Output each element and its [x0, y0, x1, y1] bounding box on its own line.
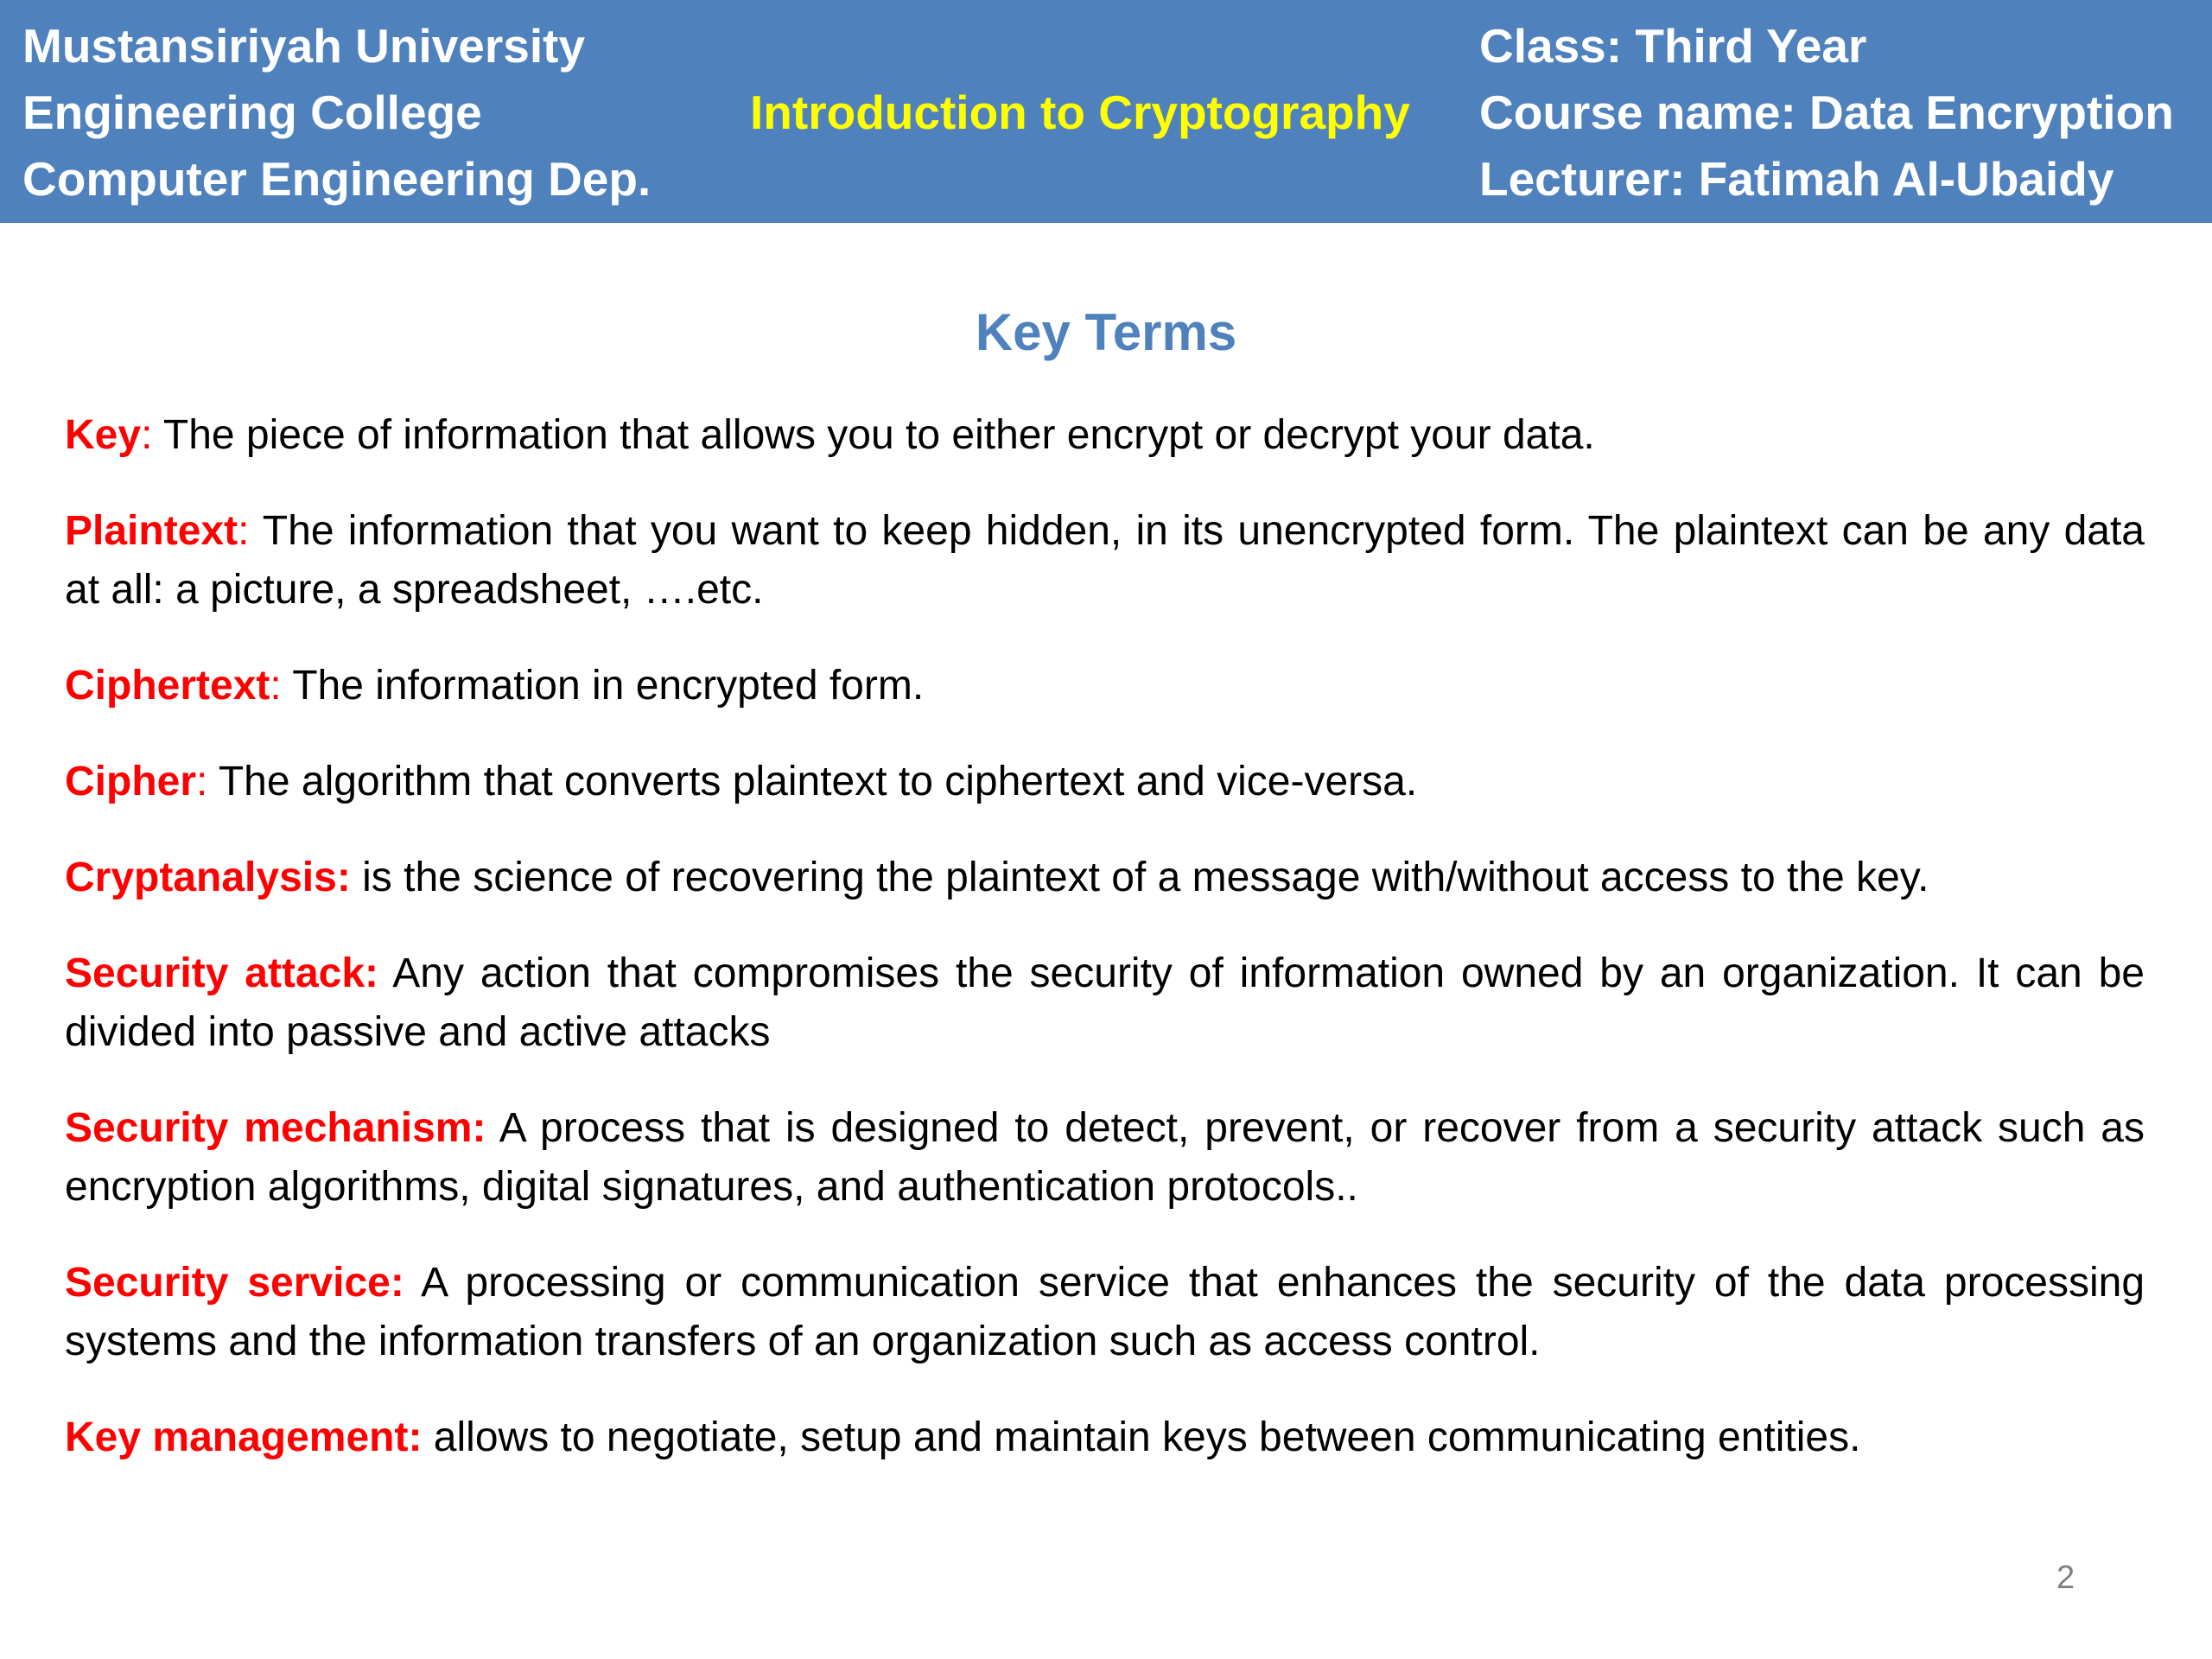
department-name: Computer Engineering Dep.	[22, 152, 652, 206]
course-name: Course name: Data Encryption	[1479, 86, 2174, 139]
lecturer-name: Lecturer: Fatimah Al-Ubaidy	[1479, 152, 2114, 206]
term-name: Ciphertext	[65, 663, 270, 709]
lecture-title: Introduction to Cryptography	[750, 86, 1410, 139]
term-item	[65, 1408, 2145, 1467]
term-definition: allows to negotiate, setup and maintain keys between communicating entities.	[422, 1414, 1861, 1460]
term-name: Security service:	[65, 1260, 404, 1306]
slide-title: Key Terms	[975, 303, 1237, 361]
term-item	[65, 753, 2145, 811]
term-definition: The piece of information that allows you to either encrypt or decrypt your data.	[152, 412, 1595, 458]
institution-info	[22, 13, 651, 213]
university-name: Mustansiriyah University	[22, 19, 586, 73]
term-item	[65, 849, 2145, 907]
slide-header	[0, 0, 2212, 223]
term-name: Cipher	[65, 759, 197, 804]
term-item	[65, 1254, 2145, 1371]
term-definition: The algorithm that converts plaintext to ciphertext and vice-versa.	[207, 759, 1418, 804]
term-definition: is the science of recovering the plaintext of a message with/without access to the key.	[350, 855, 1929, 900]
term-separator: :	[238, 508, 250, 554]
term-definition: A process that is designed to detect, prevent, or recover from a security attack such as encryption algorithms, digital signatures, and authentication protocols..	[65, 1105, 2145, 1210]
term-name: Key	[65, 412, 142, 458]
term-item	[65, 1099, 2145, 1217]
course-info	[1479, 13, 2174, 213]
term-separator: :	[270, 663, 282, 709]
term-name: Plaintext	[65, 508, 238, 554]
term-separator: :	[196, 759, 208, 804]
term-name: Security attack:	[65, 950, 379, 996]
term-name: Key management:	[65, 1414, 423, 1460]
class-label: Class: Third Year	[1479, 19, 1867, 73]
term-definition: The information that you want to keep hidden, in its unencrypted form. The plaintext can be any data at all: a picture, a spreadsheet, ….etc.	[65, 508, 2145, 613]
term-separator: :	[141, 412, 153, 458]
term-name: Cryptanalysis:	[65, 855, 351, 900]
key-terms-list	[65, 406, 2145, 1504]
college-name: Engineering College	[22, 86, 482, 139]
term-definition: The information in encrypted form.	[281, 663, 925, 709]
term-definition: Any action that compromises the security of information owned by an organization. It can be divided into passive and active attacks	[65, 950, 2145, 1055]
term-name: Security mechanism:	[65, 1105, 486, 1151]
term-item	[65, 944, 2145, 1062]
term-item	[65, 657, 2145, 715]
term-definition: A processing or communication service that enhances the security of the data processing systems and the information transfers of an organization such as access control.	[65, 1260, 2145, 1364]
term-item	[65, 406, 2145, 465]
term-item	[65, 502, 2145, 620]
page-number: 2	[2056, 1560, 2075, 1596]
